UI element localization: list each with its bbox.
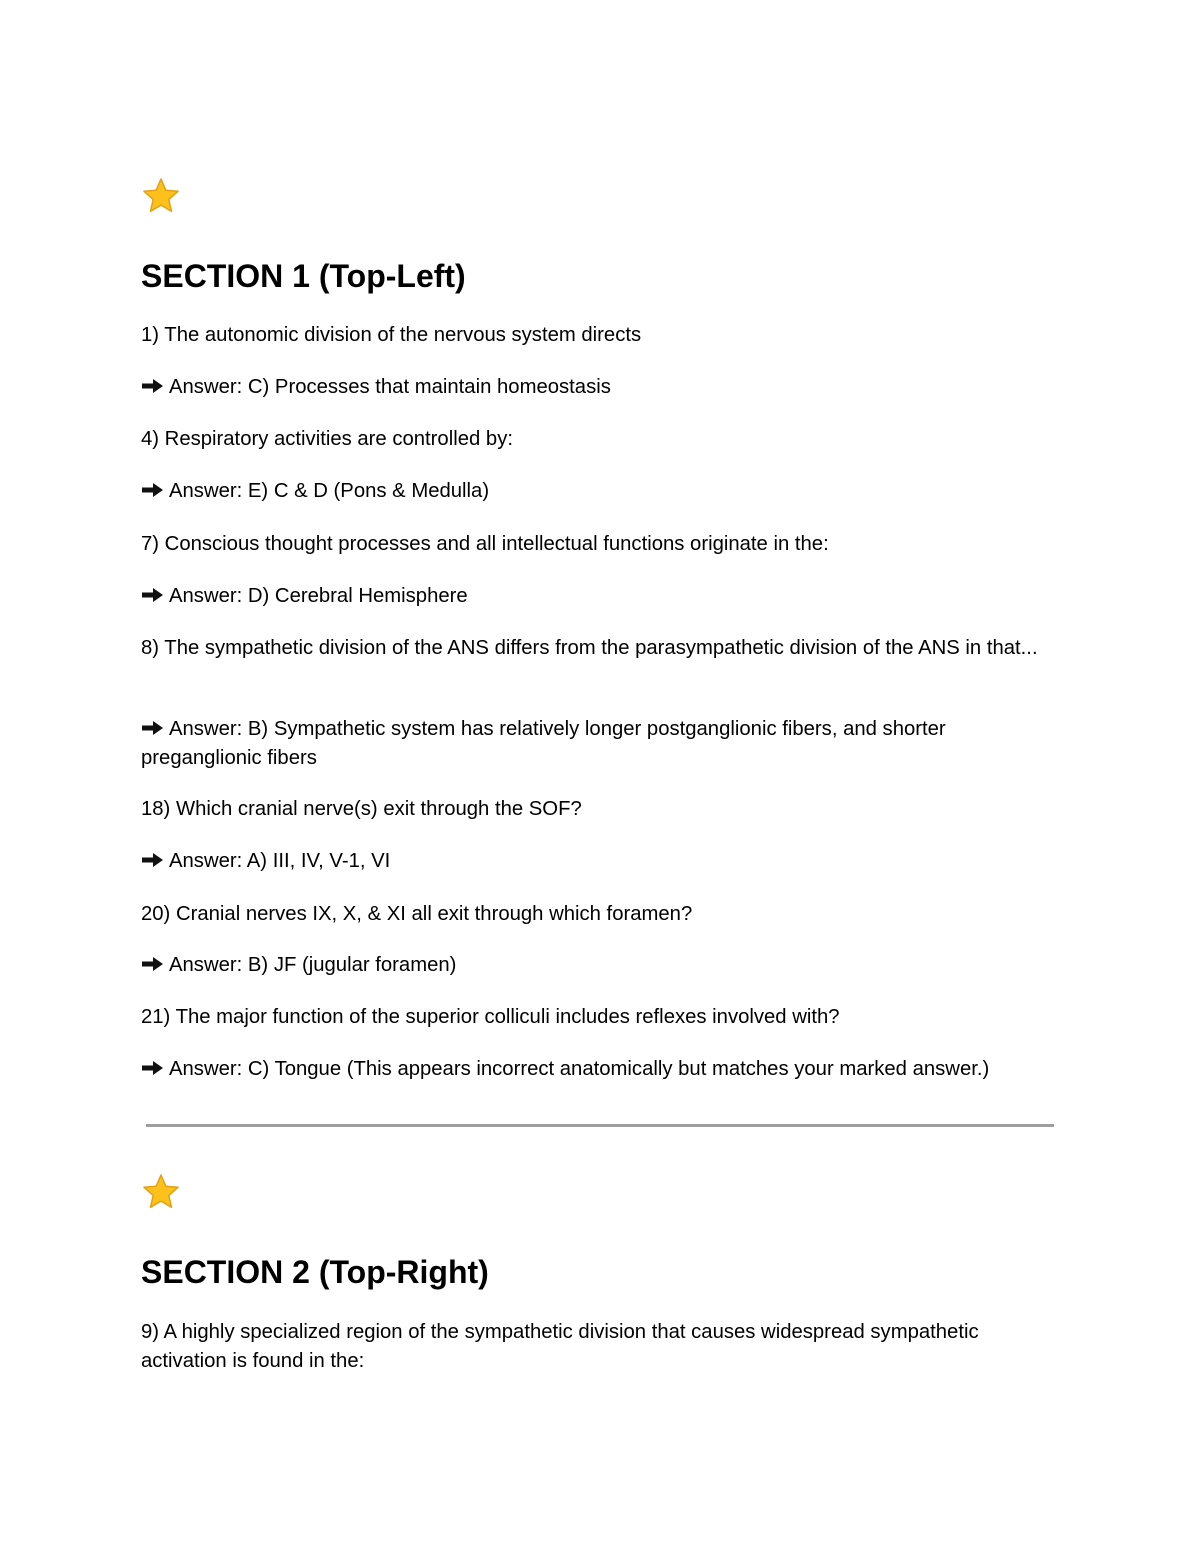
star-icon	[141, 176, 181, 216]
answer-line	[141, 1055, 1059, 1084]
answer-line	[141, 373, 1059, 402]
question-text: 9) A highly specialized region of the sympathetic division that causes widespread sympathetic activation is found in the:	[141, 1321, 979, 1372]
section-divider	[146, 1124, 1054, 1127]
right-arrow-icon	[141, 587, 165, 603]
answer-text: Answer: B) JF (jugular foramen)	[169, 954, 457, 976]
right-arrow-icon	[141, 720, 165, 736]
section-heading: SECTION 2 (Top-Right)	[141, 1254, 489, 1290]
question-text: 4) Respiratory activities are controlled by:	[141, 428, 513, 450]
right-arrow-icon	[141, 378, 165, 394]
answer-text: Answer: A) III, IV, V-1, VI	[169, 850, 391, 872]
star-icon	[141, 1172, 181, 1212]
question-text: 21) The major function of the superior colliculi includes reflexes involved with?	[141, 1006, 840, 1028]
answer-line	[141, 951, 1059, 980]
answer-text: Answer: D) Cerebral Hemisphere	[169, 585, 468, 607]
answer-text: Answer: C) Processes that maintain homeostasis	[169, 376, 611, 398]
right-arrow-icon	[141, 956, 165, 972]
answer-text: Answer: E) C & D (Pons & Medulla)	[169, 480, 490, 502]
question-text: 20) Cranial nerves IX, X, & XI all exit through which foramen?	[141, 903, 693, 925]
answer-text: Answer: B) Sympathetic system has relatively longer postganglionic fibers, and shorter preganglionic fibers	[141, 718, 946, 769]
answer-line	[141, 582, 1059, 611]
question-text: 8) The sympathetic division of the ANS differs from the parasympathetic division of the ANS in that...	[141, 637, 1038, 659]
question-text: 1) The autonomic division of the nervous system directs	[141, 324, 642, 346]
section-heading: SECTION 1 (Top-Left)	[141, 258, 466, 294]
answer-line	[141, 477, 1059, 506]
question-text: 7) Conscious thought processes and all intellectual functions originate in the:	[141, 533, 829, 555]
answer-line	[141, 847, 1059, 876]
answer-line	[141, 715, 1059, 773]
answer-text: Answer: C) Tongue (This appears incorrect anatomically but matches your marked answer.)	[169, 1058, 990, 1080]
right-arrow-icon	[141, 852, 165, 868]
document-page	[141, 0, 1059, 1553]
right-arrow-icon	[141, 1060, 165, 1076]
right-arrow-icon	[141, 482, 165, 498]
question-text: 18) Which cranial nerve(s) exit through the SOF?	[141, 798, 582, 820]
